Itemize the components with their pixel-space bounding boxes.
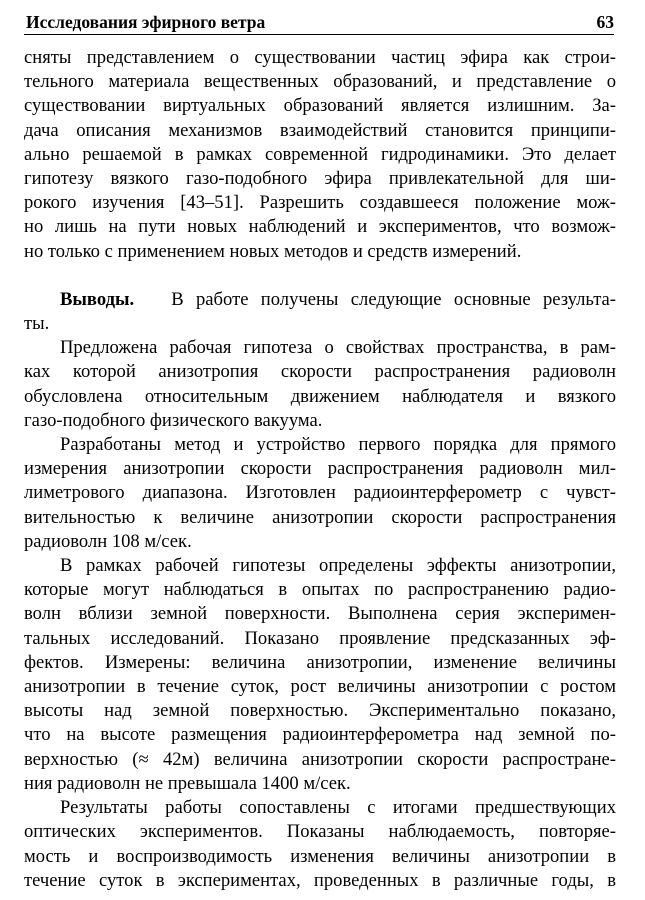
- text-line: волн вблизи земной поверхности. Выполнена серия эксперимен-: [24, 603, 616, 625]
- running-title: Исследования эфирного ветра: [26, 12, 266, 32]
- text-line: но только с применением новых методов и средств измерений.: [24, 240, 522, 262]
- running-header: [24, 12, 614, 35]
- text-line: гипотезу вязкого газо-подобного эфира привлекательной для ши-: [24, 168, 616, 190]
- text-line: фектов. Измерены: величина анизотропии, изменение величины: [24, 651, 616, 673]
- text-line: радиоволн 108 м/сек.: [24, 530, 192, 552]
- text-line: ках которой анизотропия скорости распространения радиоволн: [24, 361, 616, 383]
- text-line: что на высоте размещения радиоинтерферометра над земной по-: [24, 724, 616, 746]
- conclusions-text: В работе получены следующие основные результа-: [171, 288, 616, 310]
- text-line: мость и воспроизводимость изменения величины анизотропии в: [24, 845, 616, 867]
- text-line: вительностью к величине анизотропии скорости распространения: [24, 506, 616, 528]
- text-line: дача описания механизмов взаимодействий становится принципи-: [24, 119, 616, 141]
- text-line: анизотропии в течение суток, рост величины анизотропии с ростом: [24, 676, 616, 698]
- text-line: тельного материала вещественных образований, и представление о: [24, 71, 616, 93]
- text-line: Результаты работы сопоставлены с итогами предшествующих: [60, 797, 616, 819]
- text-line: лиметрового диапазона. Изготовлен радиоинтерферометр с чувст-: [24, 482, 616, 504]
- text-line: но лишь на пути новых наблюдений и экспериментов, что возмож-: [24, 216, 616, 238]
- page-number: 63: [596, 12, 614, 32]
- text-line: которые могут наблюдаться в опытах по распространению радио-: [24, 579, 616, 601]
- paragraph-gap: [24, 264, 616, 288]
- text-line: ты.: [24, 313, 50, 335]
- text-line: высоты над земной поверхностью. Экспериментально показано,: [24, 700, 616, 722]
- page-body: [24, 46, 616, 893]
- text-line: В рамках рабочей гипотезы определены эффекты анизотропии,: [60, 555, 616, 577]
- text-line: течение суток в экспериментах, проведенных в различные годы, в: [24, 869, 616, 891]
- text-line: Разработаны метод и устройство первого порядка для прямого: [60, 434, 616, 456]
- text-line: тальных исследований. Показано проявление предсказанных эф-: [24, 627, 616, 649]
- text-line: сняты представлением о существовании частиц эфира как строи-: [24, 47, 616, 68]
- text-line: рокого изучения [43–51]. Разрешить создавшееся положение мож-: [24, 192, 616, 214]
- text-line: ния радиоволн не превышала 1400 м/сек.: [24, 772, 351, 794]
- conclusions-heading: Выводы.: [60, 288, 135, 310]
- text-line: ально решаемой в рамках современной гидродинамики. Это делает: [24, 143, 616, 165]
- text-line: обусловлена относительным движением наблюдателя и вязкого: [24, 385, 616, 407]
- text-line: оптических экспериментов. Показаны наблюдаемость, повторяе-: [24, 821, 616, 843]
- text-line: измерения анизотропии скорости распространения радиоволн мил-: [24, 458, 616, 480]
- text-line: существовании виртуальных образований является излишним. За-: [24, 95, 616, 117]
- conclusions-line: [24, 288, 616, 312]
- text-line: Предложена рабочая гипотеза о свойствах пространства, в рам-: [60, 337, 616, 359]
- text-line: газо-подобного физического вакуума.: [24, 409, 323, 431]
- text-line: верхностью (≈ 42м) величина анизотропии скорости распростране-: [24, 748, 616, 770]
